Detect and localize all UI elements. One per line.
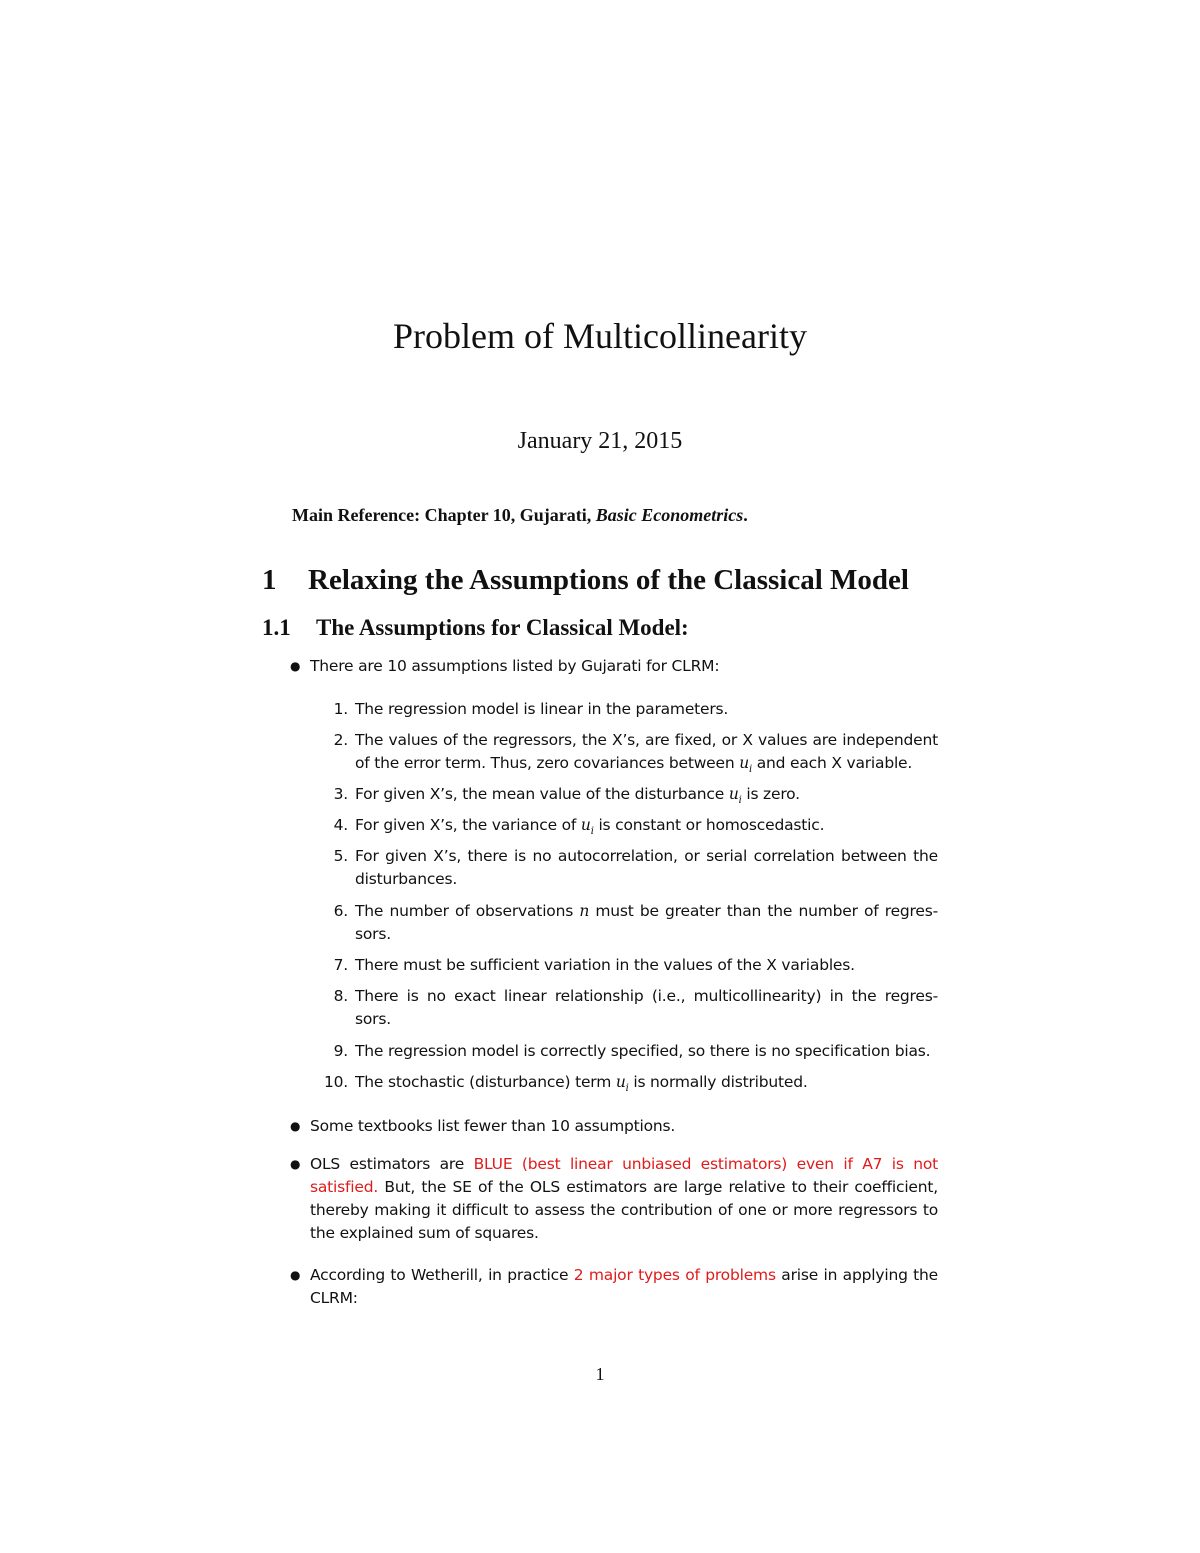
bullet-item xyxy=(290,1264,938,1310)
assumption-text: The number of observations n must be greater than the number of regres-sors. xyxy=(355,902,938,943)
assumption-item xyxy=(320,900,938,946)
highlight-text: 2 major types of problems xyxy=(573,1266,776,1284)
section-heading-1 xyxy=(262,562,909,598)
assumption-number: 2. xyxy=(333,731,348,749)
assumption-number: 1. xyxy=(333,700,348,718)
assumption-text: The regression model is linear in the parameters. xyxy=(355,700,729,718)
assumption-item xyxy=(320,814,938,843)
bullet-text: According to Wetherill, in practice 2 major types of problems arise in applying the CLRM: xyxy=(310,1266,938,1307)
assumption-text: The stochastic (disturbance) term $u_i$ is normally distributed. xyxy=(355,1073,808,1095)
bullet-item xyxy=(290,655,938,678)
bullet-icon: ● xyxy=(290,659,301,673)
assumption-item xyxy=(320,985,938,1031)
bullet-item xyxy=(290,1115,938,1138)
reference-book: Basic Econometrics xyxy=(595,505,744,525)
bullet-text: There are 10 assumptions listed by Gujarati for CLRM: xyxy=(310,657,720,675)
bullet-item xyxy=(290,1153,938,1245)
assumption-text: For given X’s, the mean value of the disturbance $u_i$ is zero. xyxy=(355,785,800,807)
assumption-number: 4. xyxy=(333,816,348,834)
assumption-text: There must be sufficient variation in the values of the X variables. xyxy=(355,956,855,974)
assumption-number: 8. xyxy=(333,987,348,1005)
page-number: 1 xyxy=(595,1364,605,1384)
assumption-item xyxy=(320,1040,938,1063)
bullet-text: Some textbooks list fewer than 10 assumptions. xyxy=(310,1117,676,1135)
bullet-text: OLS estimators are BLUE (best linear unbiased estimators) even if A7 is not satisfied. But, the SE of the OLS estimators are large relative to their coefficient, thereby making it difficult to assess the contribution of one or more regressors to the explained sum of squares. xyxy=(310,1155,938,1242)
assumption-number: 5. xyxy=(333,847,348,865)
reference-end: . xyxy=(743,505,748,525)
subsection-title: The Assumptions for Classical Model: xyxy=(316,615,689,640)
assumption-text: For given X’s, there is no autocorrelation, or serial correlation between the disturbances. xyxy=(355,847,938,888)
assumption-item xyxy=(320,698,938,721)
assumption-text: The regression model is correctly specified, so there is no specification bias. xyxy=(355,1042,931,1060)
assumption-item xyxy=(320,1071,938,1100)
math-variable: $u_i$ xyxy=(739,754,752,776)
assumption-item xyxy=(320,729,938,781)
bullet-icon: ● xyxy=(290,1268,301,1282)
assumption-text: For given X’s, the variance of $u_i$ is constant or homoscedastic. xyxy=(355,816,825,838)
assumption-number: 6. xyxy=(333,902,348,920)
assumption-number: 9. xyxy=(333,1042,348,1060)
assumption-text: There is no exact linear relationship (i.e., multicollinearity) in the regres-sors. xyxy=(355,987,938,1028)
assumption-number: 10. xyxy=(323,1073,348,1091)
assumption-item xyxy=(320,954,938,977)
subsection-number: 1.1 xyxy=(262,615,291,640)
assumption-text: The values of the regressors, the X’s, are fixed, or X values are independent of the error term. Thus, zero covariances between $u_i$ and each X variable. xyxy=(355,731,938,776)
math-variable: $u_i$ xyxy=(615,1073,629,1095)
reference-label: Main Reference: Chapter 10, Gujarati, xyxy=(292,505,596,525)
math-variable: n xyxy=(579,902,590,920)
section-number: 1 xyxy=(262,564,277,596)
subsection-heading-1-1 xyxy=(262,613,689,643)
bullet-icon: ● xyxy=(290,1157,301,1171)
math-variable: $u_i$ xyxy=(580,816,594,838)
assumption-item xyxy=(320,845,938,891)
main-reference xyxy=(292,503,748,527)
section-title: Relaxing the Assumptions of the Classical Model xyxy=(308,564,909,596)
bullet-icon: ● xyxy=(290,1119,301,1133)
document-title: Problem of Multicollinearity xyxy=(393,316,807,356)
assumption-number: 7. xyxy=(333,956,348,974)
assumption-item xyxy=(320,783,938,812)
math-variable: $u_i$ xyxy=(728,785,742,807)
highlight-text: BLUE (best linear unbiased estimators) even if A7 is not satisfied. xyxy=(310,1155,938,1196)
assumption-number: 3. xyxy=(333,785,348,803)
document-date: January 21, 2015 xyxy=(517,428,683,454)
